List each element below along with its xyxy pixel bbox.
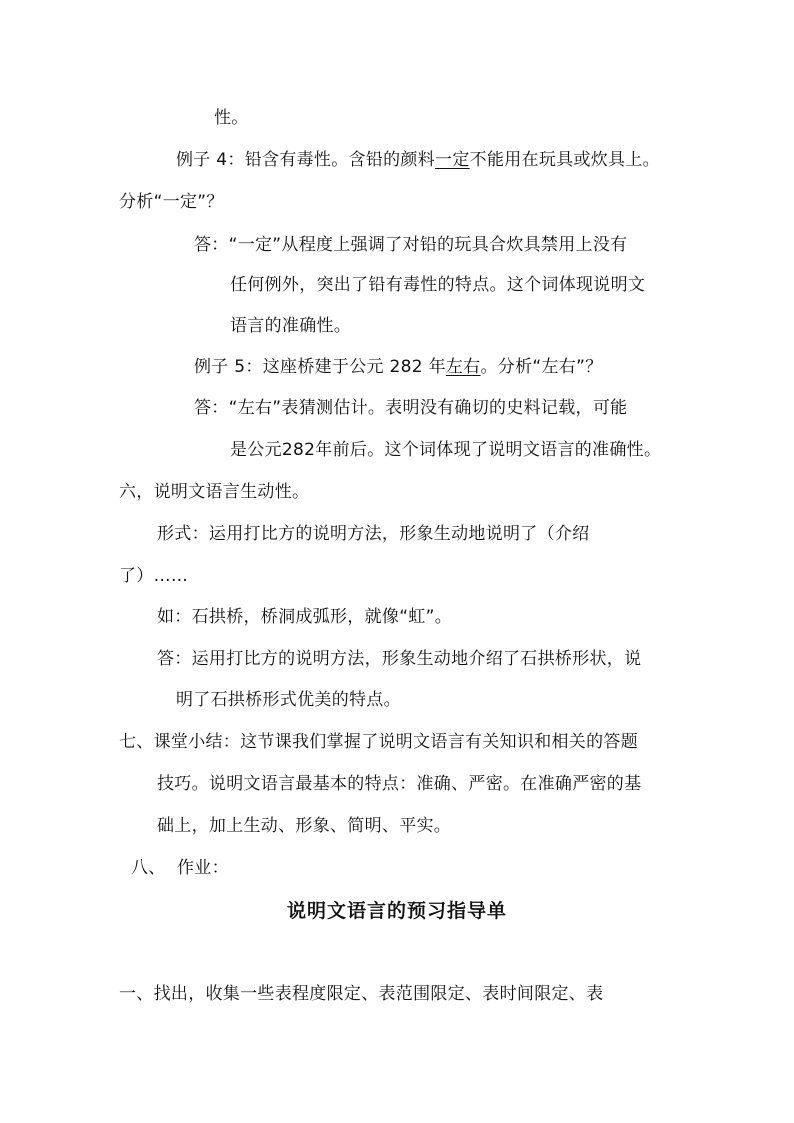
answer-line: 答：“一定”从程度上强调了对铅的玩具合炊具禁用上没有 (194, 235, 628, 255)
text-run: 例子 5：这座桥建于公元 282 年 (194, 357, 446, 377)
paragraph-line: 技巧。说明文语言最基本的特点：准确、严密。在准确严密的基 (157, 774, 642, 794)
answer-line: 明了石拱桥形式优美的特点。 (176, 690, 401, 710)
paragraph-line: 如：石拱桥，桥洞成弧形，就像“虹”。 (157, 607, 453, 627)
paragraph-line: 分析“一定”？ (119, 192, 224, 212)
example-5-line (194, 355, 603, 379)
example-4-line (176, 148, 660, 172)
section-heading: 八、 作业： (131, 858, 229, 878)
answer-line: 答：“左右”表猜测估计。表明没有确切的史料记载，可能 (194, 398, 628, 418)
paragraph-line: 一、找出，收集一些表程度限定、表范围限定、表时间限定、表 (119, 984, 604, 1004)
worksheet-title: 说明文语言的预习指导单 (286, 900, 507, 922)
text-run: 不能用在玩具或炊具上。 (469, 150, 660, 170)
answer-line: 语言的准确性。 (230, 316, 352, 336)
answer-line: 答：运用打比方的说明方法，形象生动地介绍了石拱桥形状，说 (157, 649, 642, 669)
paragraph-line: 础上，加上生动、形象、简明、平实。 (157, 816, 452, 836)
text-run: 例子 4：铅含有毒性。含铅的颜料 (176, 150, 436, 170)
paragraph-line: 了）…… (119, 566, 189, 586)
paragraph-line: 形式：运用打比方的说明方法，形象生动地说明了（介绍 (157, 524, 590, 544)
paragraph-line: 性。 (214, 108, 249, 128)
underlined-word: 左右 (445, 357, 481, 377)
answer-line: 是公元282年前后。这个词体现了说明文语言的准确性。 (230, 440, 662, 460)
underlined-word: 一定 (435, 150, 470, 170)
answer-line: 任何例外，突出了铅有毒性的特点。这个词体现说明文 (230, 275, 646, 295)
text-run: 。分析“左右”？ (480, 357, 603, 377)
section-heading: 七、课堂小结：这节课我们掌握了说明文语言有关知识和相关的答题 (119, 732, 638, 752)
section-heading: 六，说明文语言生动性。 (119, 482, 310, 502)
